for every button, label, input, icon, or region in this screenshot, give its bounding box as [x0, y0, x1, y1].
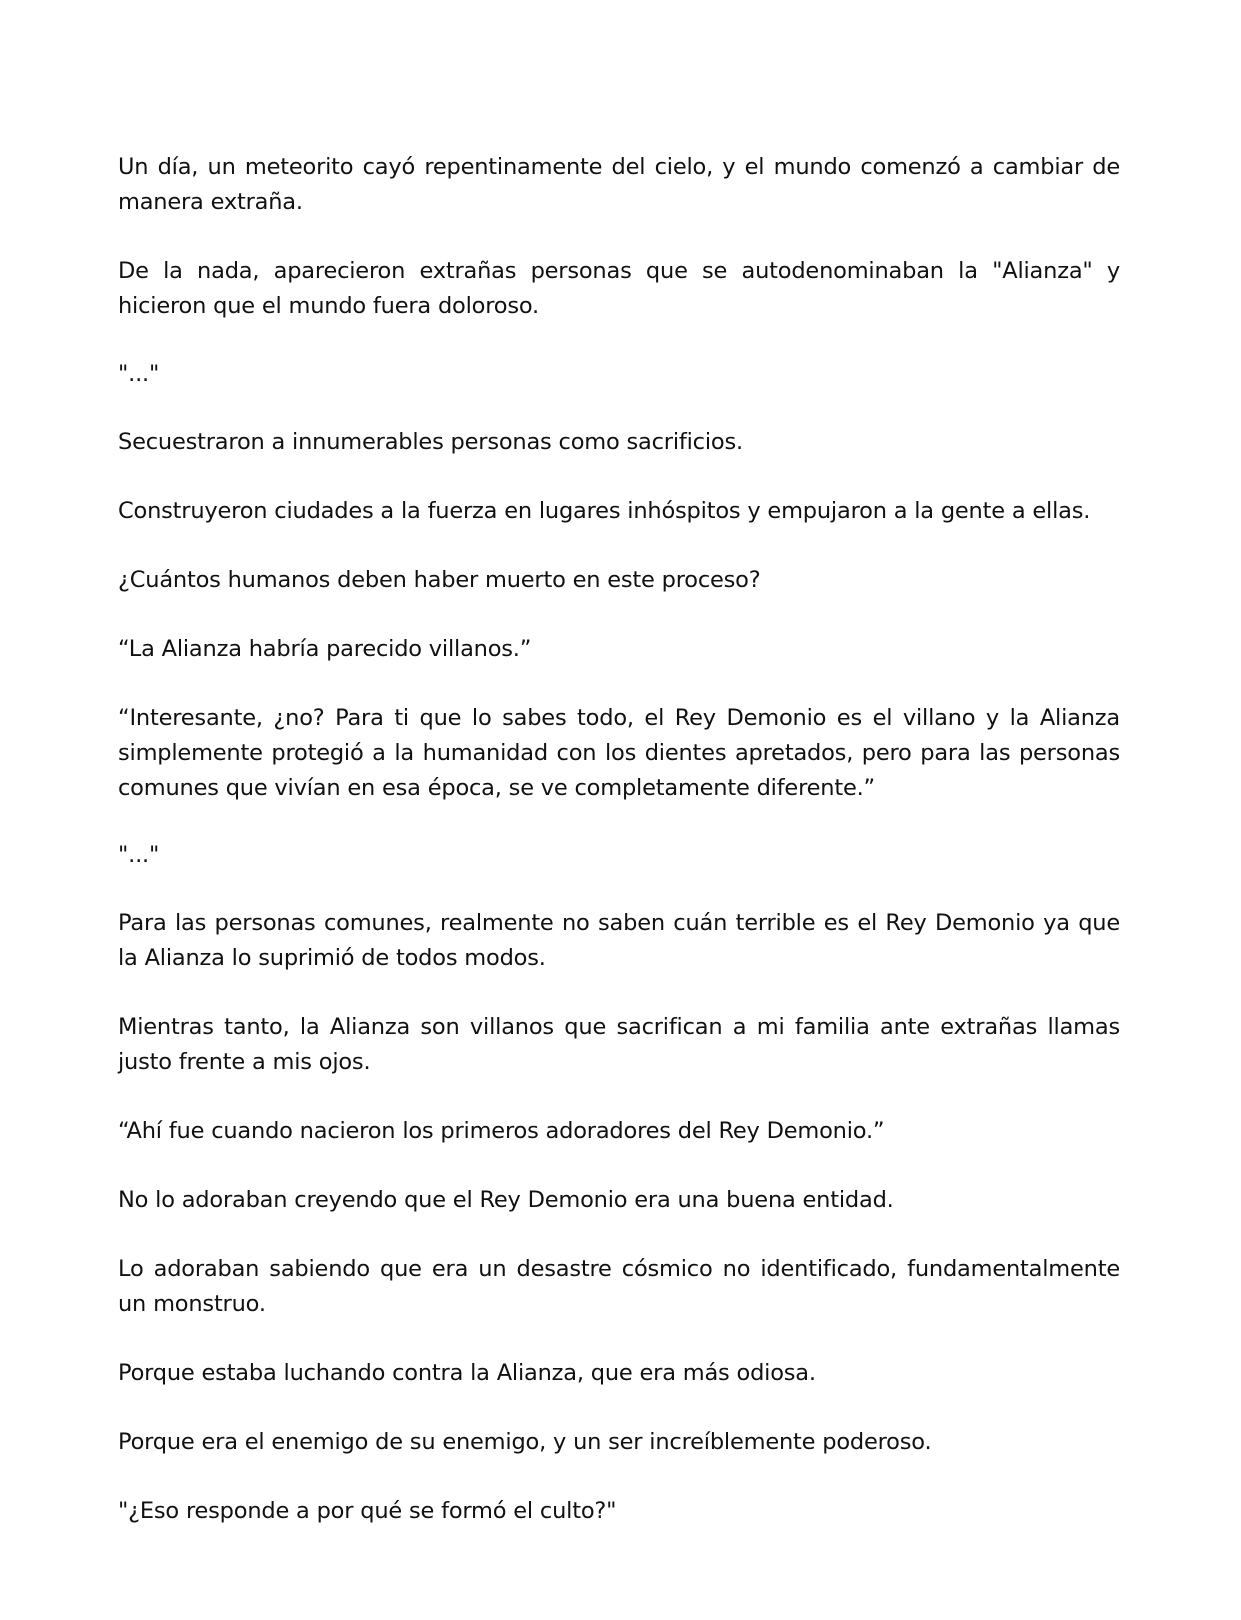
paragraph: Porque era el enemigo de su enemigo, y un ser increíblemente poderoso. — [118, 1429, 932, 1455]
paragraph: Lo adoraban sabiendo que era un desastre cósmico no identificado, fundamentalmente un monstruo. — [118, 1256, 1120, 1317]
paragraph: Un día, un meteorito cayó repentinamente del cielo, y el mundo comenzó a cambiar de manera extraña. — [118, 154, 1120, 215]
paragraph: "..." — [118, 842, 160, 868]
paragraph: ¿Cuántos humanos deben haber muerto en este proceso? — [118, 567, 761, 593]
paragraph: "¿Eso responde a por qué se formó el culto?" — [118, 1498, 617, 1524]
paragraph: Para las personas comunes, realmente no saben cuán terrible es el Rey Demonio ya que la Alianza lo suprimió de todos modos. — [118, 910, 1120, 971]
paragraph: “Interesante, ¿no? Para ti que lo sabes todo, el Rey Demonio es el villano y la Alianza simplemente protegió a la humanidad con los dientes apretados, pero para las personas comunes que vivían en esa época, se ve completamente diferente.” — [118, 705, 1120, 801]
paragraph: “Ahí fue cuando nacieron los primeros adoradores del Rey Demonio.” — [118, 1118, 885, 1144]
paragraph: No lo adoraban creyendo que el Rey Demonio era una buena entidad. — [118, 1187, 894, 1213]
paragraph: De la nada, aparecieron extrañas personas que se autodenominaban la "Alianza" y hicieron que el mundo fuera doloroso. — [118, 258, 1120, 319]
paragraph: Mientras tanto, la Alianza son villanos que sacrifican a mi familia ante extrañas llamas justo frente a mis ojos. — [118, 1014, 1120, 1075]
paragraph: Porque estaba luchando contra la Alianza, que era más odiosa. — [118, 1360, 816, 1386]
paragraph: Construyeron ciudades a la fuerza en lugares inhóspitos y empujaron a la gente a ellas. — [118, 498, 1091, 524]
paragraph: "..." — [118, 361, 160, 387]
paragraph: “La Alianza habría parecido villanos.” — [118, 636, 532, 662]
paragraph: Secuestraron a innumerables personas como sacrificios. — [118, 429, 743, 455]
